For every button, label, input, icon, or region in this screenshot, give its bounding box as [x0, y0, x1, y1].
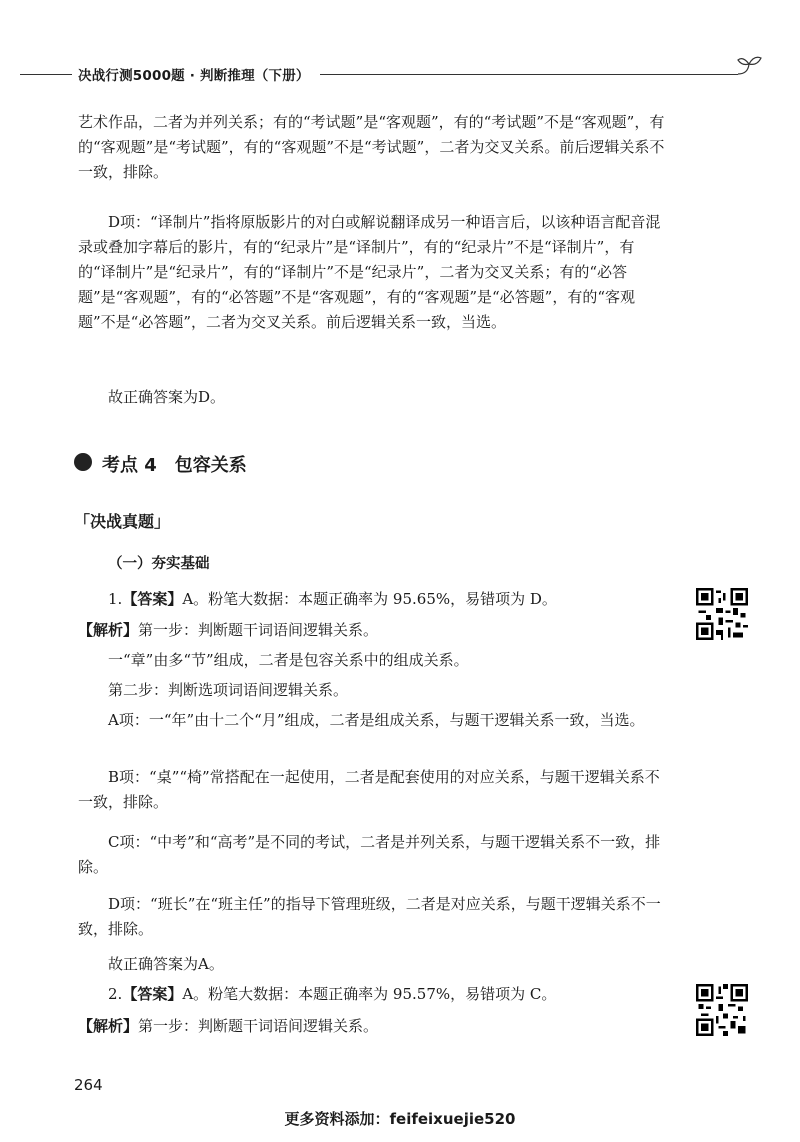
q1-option-a: A项：一“年”由十二个“月”组成，二者是组成关系，与题干逻辑关系一致，当选。 — [108, 711, 645, 729]
book-title: 决战行测5000题 · 判断推理（下册） — [78, 68, 310, 84]
q1-option-c: C项：“中考”和“高考”是不同的考试，二者是并列关系，与题干逻辑关系不一致，排除。 — [78, 833, 661, 876]
q1-analysis-line — [78, 618, 670, 643]
q1-option-b: B项：“桌”“椅”常搭配在一起使用，二者是配套使用的对应关系，与题干逻辑关系不一致，排除。 — [78, 768, 660, 811]
page-number: 264 — [74, 1076, 103, 1094]
q2-analysis-line — [78, 1014, 670, 1039]
q1-analysis-text: 第一步：判断题干词语间逻辑关系。 — [138, 621, 379, 639]
q1-line-1: 一“章”由多“节”组成，二者是包容关系中的组成关系。 — [108, 651, 469, 669]
page-header — [20, 62, 760, 86]
q1-final-answer: 故正确答案为A。 — [108, 955, 224, 973]
q2-analysis-text: 第一步：判断题干词语间逻辑关系。 — [138, 1017, 379, 1035]
qr-code-icon[interactable] — [696, 588, 748, 640]
footer-contact: 更多资料添加：feifeixuejie520 — [284, 1110, 516, 1128]
q1-answer-text: A。粉笔大数据：本题正确率为 95.65%，易错项为 D。 — [182, 590, 557, 608]
header-rule-left — [20, 74, 72, 75]
q2-answer-line — [78, 982, 670, 1007]
sprout-icon — [734, 52, 764, 82]
header-rule-right — [320, 74, 738, 75]
q1-line-2: 第二步：判断选项词语间逻辑关系。 — [108, 681, 349, 699]
q2-analysis-tag: 【解析】 — [78, 1017, 139, 1035]
leaf-badge-icon — [74, 453, 92, 471]
qr-code-icon[interactable] — [696, 984, 748, 1036]
q1-answer-line — [78, 587, 670, 612]
subsection-heading: （一）夯实基础 — [108, 556, 210, 572]
section-heading: 「决战真题」 — [74, 512, 171, 531]
q1-analysis-tag: 【解析】 — [78, 621, 139, 639]
q1-answer-tag: 【答案】 — [122, 590, 183, 608]
q2-answer-tag: 【答案】 — [122, 985, 183, 1003]
paragraph-answer-d: 故正确答案为D。 — [108, 388, 226, 406]
paragraph-option-d: D项：“译制片”指将原版影片的对白或解说翻译成另一种语言后，以该种语言配音混录或叠加字幕后的影片，有的“纪录片”是“译制片”，有的“纪录片”不是“译制片”，有的“译制片”是“纪录片”，有的“译制片”不是“纪录片”，二者为交叉关系；有的“必答题”是“客观题”，有的“必答题”不是“客观题”，有的“客观题”是“必答题”，有的“客观题”不是“必答题”，二者为交叉关系。前后逻辑关系一致，当选。 — [78, 213, 661, 331]
q1-number: 1. — [108, 590, 123, 608]
kaodian-title: 考点 4 包容关系 — [102, 455, 247, 476]
q2-number: 2. — [108, 985, 123, 1003]
q2-answer-text: A。粉笔大数据：本题正确率为 95.57%，易错项为 C。 — [182, 985, 557, 1003]
q1-option-d: D项：“班长”在“班主任”的指导下管理班级，二者是对应关系，与题干逻辑关系不一致，排除。 — [78, 895, 661, 938]
paragraph-c-continued: 艺术作品，二者为并列关系；有的“考试题”是“客观题”，有的“考试题”不是“客观题”，有的“客观题”是“考试题”，有的“客观题”不是“考试题”，二者为交叉关系。前后逻辑关系不一致，排除。 — [78, 113, 665, 181]
